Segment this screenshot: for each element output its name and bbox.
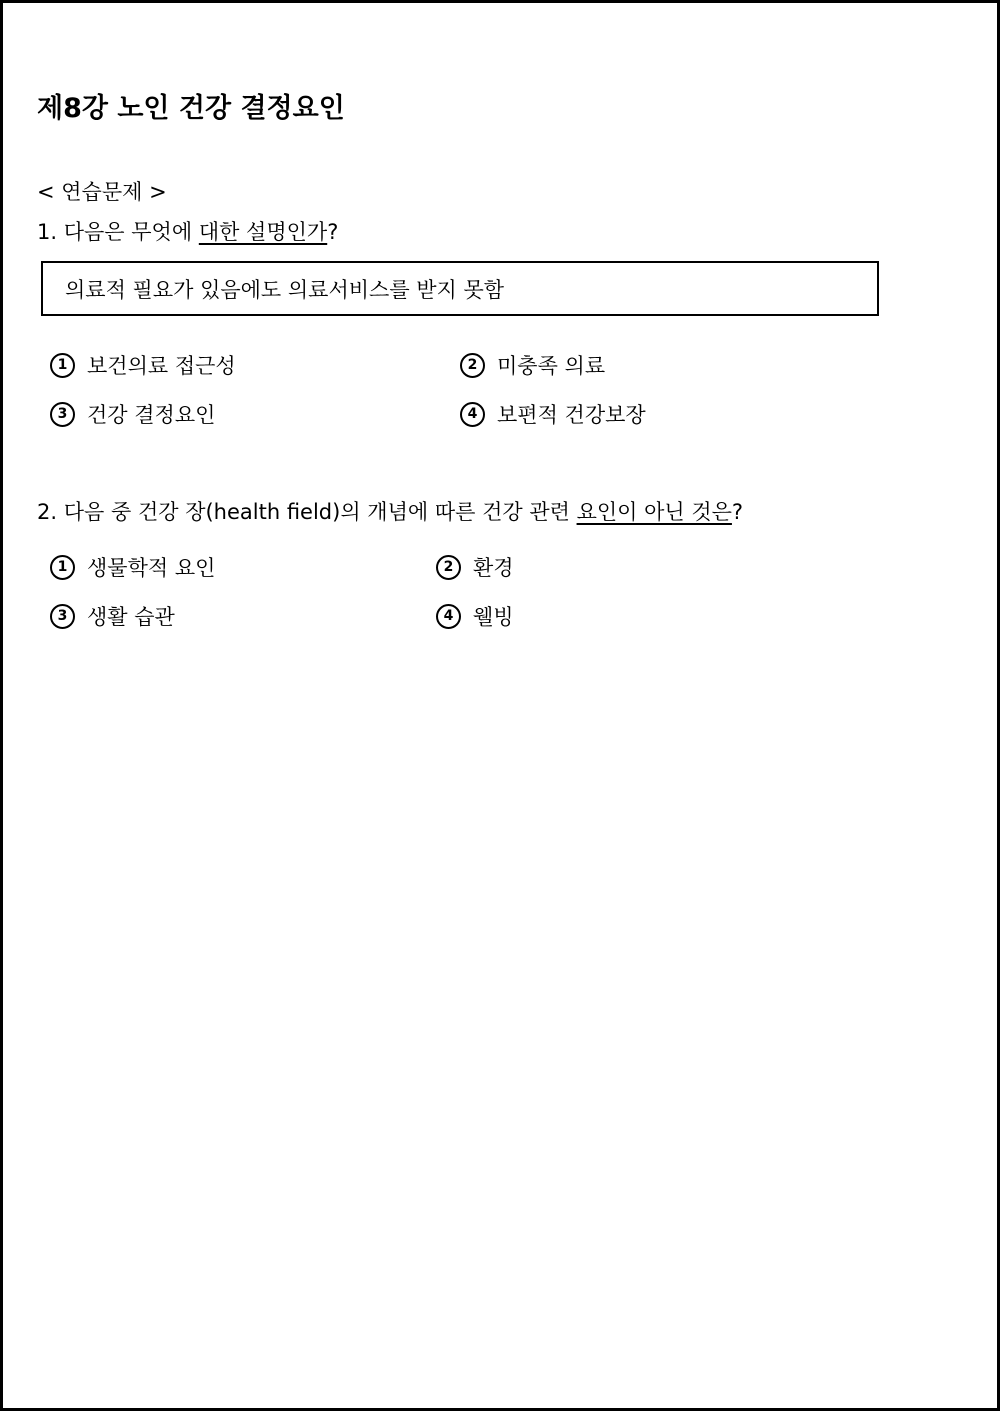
page-title: 제8강 노인 건강 결정요인 xyxy=(37,93,345,124)
option-label: 생물학적 요인 xyxy=(87,556,216,580)
question-punctuation: ? xyxy=(731,500,744,524)
option-marker: 4 xyxy=(460,402,485,427)
question-2-option-1[interactable] xyxy=(50,552,215,582)
option-label: 생활 습관 xyxy=(87,605,175,629)
option-marker: 3 xyxy=(50,402,75,427)
question-1-option-2[interactable] xyxy=(460,350,605,380)
question-2-option-4[interactable] xyxy=(436,601,514,631)
question-underlined-text: 요인이 아닌 것은 xyxy=(576,500,732,524)
option-label: 미충족 의료 xyxy=(497,354,606,378)
option-label: 보편적 건강보장 xyxy=(497,403,646,427)
question-text: 다음은 무엇에 xyxy=(63,220,199,244)
option-label: 보건의료 접근성 xyxy=(87,354,236,378)
question-2-option-2[interactable] xyxy=(436,552,514,582)
question-underlined-text: 대한 설명인가 xyxy=(198,220,328,244)
option-marker: 1 xyxy=(50,555,75,580)
option-marker: 1 xyxy=(50,353,75,378)
statement-text: 의료적 필요가 있음에도 의료서비스를 받지 못함 xyxy=(65,277,505,302)
question-1-option-1[interactable] xyxy=(50,350,236,380)
question-1-option-3[interactable] xyxy=(50,399,215,429)
option-marker: 2 xyxy=(460,353,485,378)
option-marker: 4 xyxy=(436,604,461,629)
section-label: < 연습문제 > xyxy=(37,180,167,204)
option-label: 웰빙 xyxy=(473,605,514,629)
question-1-option-4[interactable] xyxy=(460,399,646,429)
question-1 xyxy=(37,216,338,246)
option-marker: 2 xyxy=(436,555,461,580)
question-number: 1. xyxy=(37,220,58,244)
question-2 xyxy=(37,496,743,526)
question-punctuation: ? xyxy=(327,220,339,244)
question-1-statement-box xyxy=(41,261,879,316)
option-label: 환경 xyxy=(473,556,514,580)
question-text: 다음 중 건강 장(health field)의 개념에 따른 건강 관련 xyxy=(63,500,577,524)
option-label: 건강 결정요인 xyxy=(87,403,216,427)
question-2-option-3[interactable] xyxy=(50,601,175,631)
question-number: 2. xyxy=(37,500,58,524)
option-marker: 3 xyxy=(50,604,75,629)
